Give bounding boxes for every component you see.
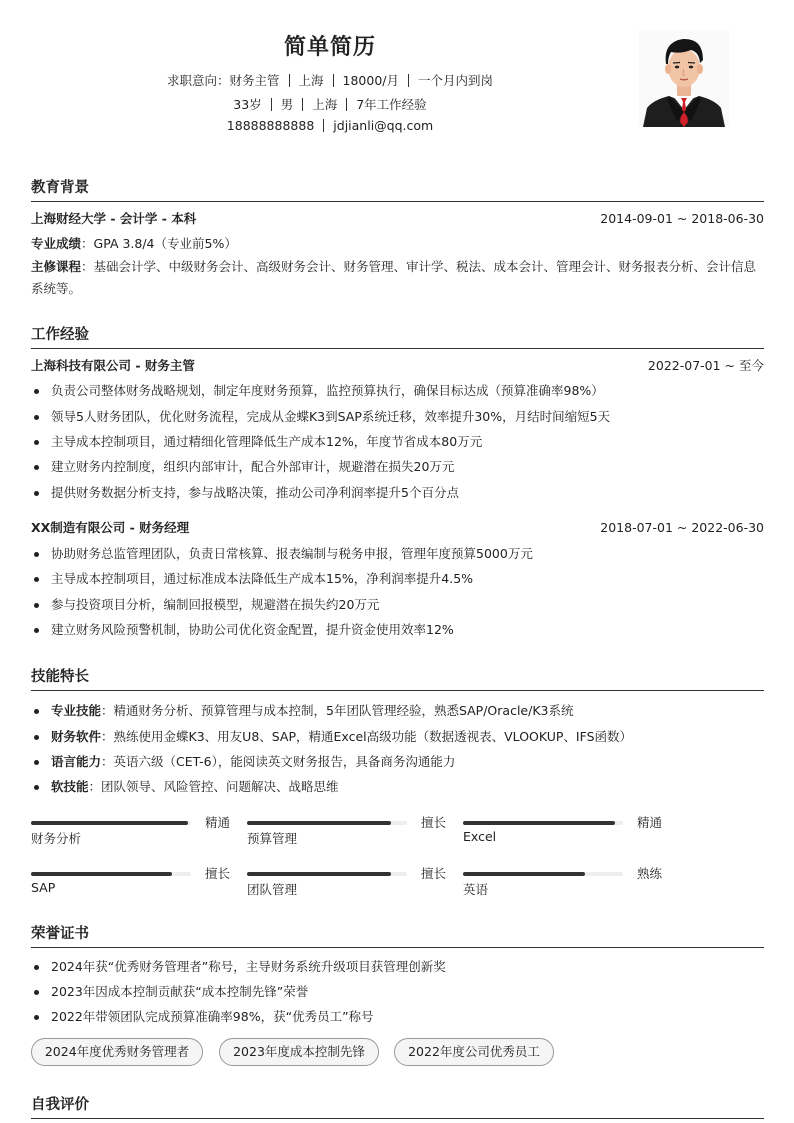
skill-text: ：英语六级（CET-6），能阅读英文财务报告，具备商务沟通能力: [101, 754, 456, 769]
section-title-work: 工作经验: [31, 323, 764, 349]
bullet-text: 主导成本控制项目，通过标准成本法降低生产成本15%，净利润率提升4.5%: [51, 571, 474, 586]
skill-name: 预算管理: [247, 831, 298, 846]
avatar: [639, 30, 729, 127]
job-company-title: XX制造有限公司 - 财务经理: [31, 520, 190, 535]
section-title-self-evaluation: 自我评价: [31, 1093, 764, 1119]
job-bullet: [31, 458, 764, 476]
bullet-icon: [34, 785, 39, 790]
divider: [271, 98, 272, 111]
skill-bullet: [31, 753, 764, 771]
city: 上海: [312, 97, 338, 112]
job-dates: 2018-07-01 ~ 2022-06-30: [600, 520, 764, 535]
personal-info-line: [0, 95, 660, 113]
skill-name: 财务分析: [31, 831, 82, 846]
bullet-text: 主导成本控制项目，通过精细化管理降低生产成本12%，年度节省成本80万元: [51, 434, 483, 449]
job-company-title: 上海科技有限公司 - 财务主管: [31, 358, 195, 373]
skill-label: 语言能力: [51, 754, 102, 769]
honor-bullet: [31, 958, 764, 976]
skill-level: 擅长: [421, 815, 447, 830]
skill-bar-fill: [247, 821, 391, 825]
bullet-text: 领导5人财务团队，优化财务流程，完成从金蝶K3到SAP系统迁移，效率提升30%，月结时间缩短5天: [51, 409, 611, 424]
honor-bullet: [31, 1008, 764, 1026]
honor-text: 2023年因成本控制贡献获“成本控制先锋”荣誉: [51, 984, 309, 999]
job-bullet: [31, 433, 764, 451]
phone: 18888888888: [226, 118, 315, 133]
bullet-text: 负责公司整体财务战略规划，制定年度财务预算，监控预算执行，确保目标达成（预算准确率98%）: [51, 383, 604, 398]
skill-text: ：熟练使用金蝶K3、用友U8、SAP，精通Excel高级功能（数据透视表、VLOOKUP、IFS函数）: [101, 729, 633, 744]
bullet-text: 建立财务内控制度，组织内部审计，配合外部审计，规避潜在损失20万元: [51, 459, 455, 474]
skill-level: 熟练: [637, 866, 663, 881]
job-bullet: [31, 545, 764, 563]
skill-name: 英语: [463, 882, 489, 897]
skill-bar-fill: [463, 872, 585, 876]
school-degree: 上海财经大学 - 会计学 - 本科: [31, 211, 197, 226]
bullet-icon: [34, 1015, 39, 1020]
bullet-icon: [34, 389, 39, 394]
job-bullet: [31, 570, 764, 588]
divider: [346, 98, 347, 111]
courses-value: ：基础会计学、中级财务会计、高级财务会计、财务管理、审计学、税法、成本会计、管理会计、财务报表分析、会计信息系统等。: [31, 259, 757, 296]
bullet-text: 提供财务数据分析支持，参与战略决策，推动公司净利润率提升5个百分点: [51, 485, 459, 500]
job-bullet: [31, 484, 764, 502]
skill-bullet: [31, 728, 764, 746]
bullet-icon: [34, 491, 39, 496]
age: 33岁: [233, 97, 262, 112]
bullet-icon: [34, 465, 39, 470]
skill-text: ：精通财务分析、预算管理与成本控制，5年团队管理经验，熟悉SAP/Oracle/K3系统: [101, 703, 574, 718]
job-header: [31, 357, 764, 375]
skill-bar-track: [247, 821, 407, 825]
skill-bar-track: [247, 872, 407, 876]
skill-bar: [31, 815, 236, 855]
gpa-label: 专业成绩: [31, 236, 82, 251]
honor-text: 2022年带领团队完成预算准确率98%，获“优秀员工”称号: [51, 1009, 374, 1024]
skill-level: 擅长: [205, 866, 231, 881]
skill-bar-track: [463, 872, 623, 876]
contact-line: [0, 118, 660, 133]
skill-bar-fill: [31, 872, 172, 876]
bullet-icon: [34, 552, 39, 557]
skill-label: 财务软件: [51, 729, 102, 744]
resume-title: 简单简历: [283, 35, 376, 60]
honor-text: 2024年获“优秀财务管理者”称号，主导财务系统升级项目获管理创新奖: [51, 959, 446, 974]
gender: 男: [280, 97, 294, 112]
gpa-value: ：GPA 3.8/4（专业前5%）: [81, 236, 237, 251]
skill-name: SAP: [31, 880, 56, 895]
honor-tag: 2024年度优秀财务管理者: [31, 1038, 203, 1066]
skill-name: 团队管理: [247, 882, 298, 897]
bullet-text: 建立财务风险预警机制，协助公司优化资金配置，提升资金使用效率12%: [51, 622, 454, 637]
honor-bullet: [31, 983, 764, 1001]
bullet-icon: [34, 628, 39, 633]
job-intent-line: [0, 71, 660, 89]
bullet-icon: [34, 709, 39, 714]
section-title-honors: 荣誉证书: [31, 922, 764, 948]
skill-bar: [463, 815, 668, 855]
bullet-icon: [34, 760, 39, 765]
skill-bullet: [31, 702, 764, 720]
skill-bar-track: [463, 821, 623, 825]
skill-bullet: [31, 778, 764, 796]
resume-header: [0, 0, 794, 150]
skill-bar-fill: [463, 821, 615, 825]
education-courses: [31, 256, 764, 300]
skill-bar-track: [31, 872, 191, 876]
job-bullet: [31, 596, 764, 614]
bullet-icon: [34, 603, 39, 608]
bullet-icon: [34, 735, 39, 740]
experience-years: 7年工作经验: [356, 97, 427, 112]
skill-bar: [31, 866, 236, 906]
bullet-icon: [34, 577, 39, 582]
job-bullet: [31, 408, 764, 426]
job-intent: 求职意向：财务主管: [166, 73, 280, 88]
skill-bar-track: [31, 821, 191, 825]
skill-bar-fill: [31, 821, 188, 825]
skill-bar: [247, 866, 452, 906]
bullet-icon: [34, 440, 39, 445]
bullet-icon: [34, 990, 39, 995]
skill-label: 软技能: [51, 779, 89, 794]
skill-level: 精通: [637, 815, 663, 830]
divider: [333, 74, 334, 87]
job-bullet: [31, 382, 764, 400]
job-header: [31, 519, 764, 537]
divider: [408, 74, 409, 87]
skill-bar-fill: [247, 872, 391, 876]
skill-bar: [247, 815, 452, 855]
intent-availability: 一个月内到岗: [418, 73, 494, 88]
section-title-education: 教育背景: [31, 176, 764, 202]
job-bullet: [31, 621, 764, 639]
job-dates: 2022-07-01 ~ 至今: [647, 358, 764, 373]
skill-level: 精通: [205, 815, 231, 830]
divider: [289, 74, 290, 87]
divider: [302, 98, 303, 111]
bullet-icon: [34, 415, 39, 420]
skill-name: Excel: [463, 829, 497, 844]
divider: [323, 119, 324, 132]
bullet-text: 协助财务总监管理团队，负责日常核算、报表编制与税务申报，管理年度预算5000万元: [51, 546, 533, 561]
courses-label: 主修课程: [31, 259, 82, 274]
bullet-icon: [34, 965, 39, 970]
skill-text: ：团队领导、风险管控、问题解决、战略思维: [88, 779, 339, 794]
education-dates: 2014-09-01 ~ 2018-06-30: [600, 211, 764, 226]
honor-tag: 2022年度公司优秀员工: [394, 1038, 554, 1066]
section-title-skills: 技能特长: [31, 665, 764, 691]
bullet-text: 参与投资项目分析，编制回报模型，规避潜在损失约20万元: [51, 597, 380, 612]
honor-tag: 2023年度成本控制先锋: [219, 1038, 379, 1066]
skill-level: 擅长: [421, 866, 447, 881]
skill-label: 专业技能: [51, 703, 102, 718]
intent-salary: 18000/月: [342, 73, 399, 88]
avatar-illustration-icon: [639, 30, 729, 127]
intent-city: 上海: [298, 73, 324, 88]
email: jdjianli@qq.com: [333, 118, 434, 133]
skill-bar: [463, 866, 668, 906]
education-entry-header: [31, 210, 764, 228]
education-gpa: [31, 235, 764, 253]
